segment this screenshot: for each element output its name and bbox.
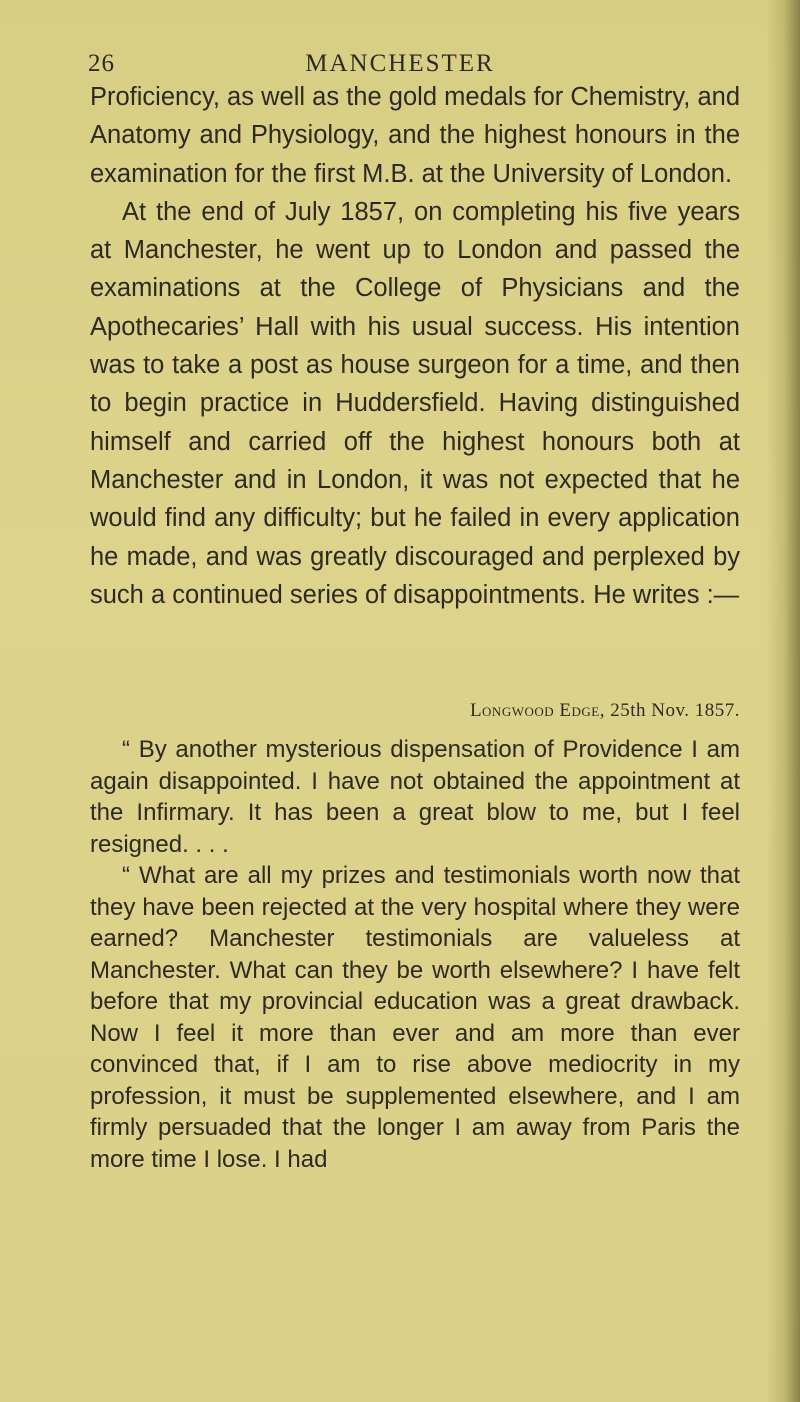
page-edge-shadow: [766, 0, 800, 1402]
letter-paragraph: “ By another mysterious dispensation of Providence I am again disappointed. I have not obtained the appointment at the Infirmary. It has been a great blow to me, but I feel resigned. . . .: [90, 736, 740, 858]
page-number: 26: [88, 50, 115, 77]
body-paragraph: At the end of July 1857, on completing his five years at Manchester, he went up to London and passed the examinations at the College of Physicians and the Apothecaries’ Hall with his usual success. His intention was to take a post as house surgeon for a time, and then to begin practice in Huddersfield. Having distinguished himself and carried off the highest honours both at Manchester and in London, it was not expected that he would find any difficulty; but he failed in every application he made, and was greatly discouraged and perplexed by such a continued series of disappointments. He writes :—: [90, 197, 740, 609]
body-paragraph: Proficiency, as well as the gold medals for Chemistry, and Anatomy and Physiology, and the highest honours in the examination for the first M.B. at the University of London.: [90, 83, 740, 188]
letter-paragraph: “ What are all my prizes and testimonials worth now that they have been rejected at the very hospital where they were earned? Manchester testimonials are valueless at Manchester. What can they be worth elsewhere? I have felt before that my provincial education was a great drawback. Now I feel it more than ever and am more than ever convinced that, if I am to rise above mediocrity in my profession, it must be supplemented elsewhere, and I am firmly persuaded that the longer I am away from Paris the more time I lose. I had: [90, 862, 740, 1173]
dateline-place: Longwood Edge,: [469, 700, 605, 721]
letter-dateline: [90, 700, 740, 722]
dateline-date: 25th Nov. 1857.: [610, 700, 740, 721]
letter-text: [90, 734, 740, 1175]
body-text: [90, 78, 740, 614]
running-head: MANCHESTER: [305, 50, 495, 77]
